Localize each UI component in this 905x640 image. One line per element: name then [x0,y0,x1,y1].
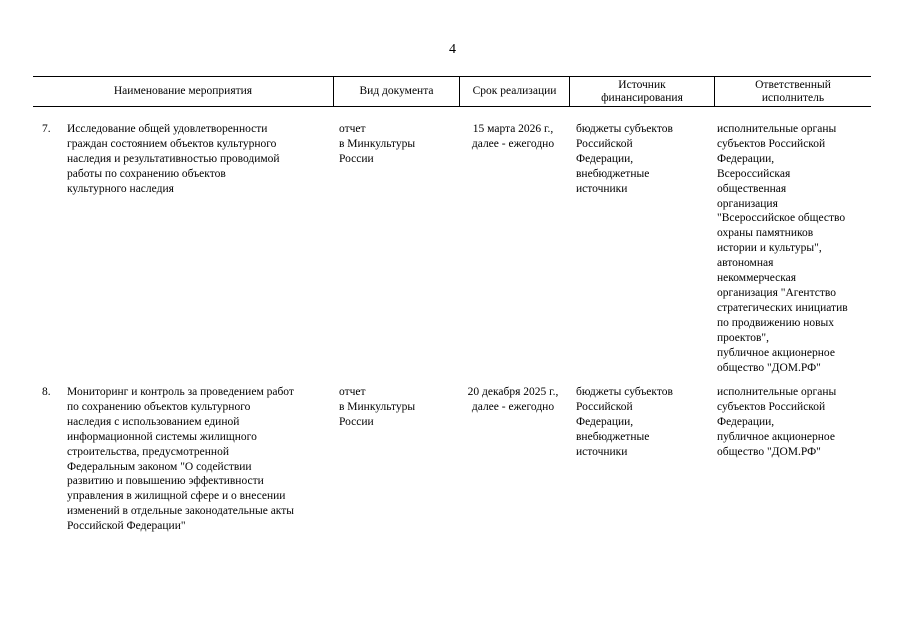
cell-text-line: управления в жилищной сфере и о внесении [67,490,286,503]
cell-text-line: Исследование общей удовлетворенности [67,123,268,135]
cell-text-line: охраны памятников [717,227,814,240]
cell-text-line: далее - ежегодно [471,400,555,413]
header-label-line: Источник [618,78,666,91]
table-header [33,76,871,107]
row-document-type [339,122,415,167]
header-label-line: Вид документа [359,85,434,97]
row-name [67,122,280,197]
cell-text-line: строительства, предусмотренной [67,445,229,458]
row-executor [717,122,848,375]
cell-text-line: в Минкультуры [339,137,416,150]
header-document-type [333,77,459,106]
cell-text-line: бюджеты субъектов [576,123,673,135]
header-label [473,85,557,98]
cell-text-line: 15 марта 2026 г., [472,123,554,135]
cell-text-line: работы по сохранению объектов [67,167,226,180]
cell-text-line: Мониторинг и контроль за проведением работ [67,386,294,398]
cell-text-line: в Минкультуры [339,400,416,413]
cell-text-line: субъектов Российской [717,400,826,413]
cell-text-line: публичное акционерное [717,430,835,443]
cell-text-line: Федерации, [576,152,634,165]
cell-text-line: Федеральным законом "О содействии [67,460,252,473]
header-label [601,79,683,105]
header-term [459,77,569,106]
page-number: 4 [449,42,456,57]
row-executor [717,385,836,460]
cell-text-line: отчет [339,123,366,135]
cell-text-line: по продвижению новых [717,316,835,329]
header-label-line: исполнитель [761,91,825,104]
cell-text-line: проектов", [717,331,769,344]
cell-text-line: автономная [717,257,774,270]
cell-text-line: далее - ежегодно [471,137,555,150]
cell-text-line: источники [576,445,628,458]
cell-text-line: субъектов Российской [717,137,826,150]
cell-text-line: по сохранению объектов культурного [67,400,251,413]
cell-text-line: публичное акционерное [717,346,835,359]
row-term [458,122,568,152]
header-executor [714,77,871,106]
cell-text-line: изменений в отдельные законодательные акты [67,505,294,518]
header-label [114,85,252,98]
cell-text-line: граждан состоянием объектов культурного [67,137,277,150]
row-document-type [339,385,415,430]
cell-text-line: общество "ДОМ.РФ" [717,361,821,374]
cell-text-line: России [339,152,374,165]
row-term [458,385,568,415]
header-label-line: Ответственный [755,78,831,91]
cell-text-line: Российской [576,400,633,413]
cell-text-line: 20 декабря 2025 г., [467,386,559,398]
row-funding [576,385,673,460]
cell-text-line: Федерации, [717,415,775,428]
header-label-line: финансирования [601,91,683,104]
cell-text-line: организация "Агентство [717,286,836,299]
cell-text-line: организация [717,197,778,210]
cell-text-line: Всероссийская [717,167,791,180]
header-label [755,79,831,105]
cell-text-line: Федерации, [717,152,775,165]
cell-text-line: Российской [576,137,633,150]
header-label-line: Наименование мероприятия [113,85,253,97]
cell-text-line: России [339,415,374,428]
cell-text-line: внебюджетные [576,430,650,443]
row-funding [576,122,673,197]
row-number: 7. [42,123,51,135]
cell-text-line: стратегических инициатив [717,301,848,314]
cell-text-line: Российской Федерации" [67,520,186,533]
cell-text-line: отчет [339,386,366,398]
header-funding [569,77,714,106]
header-label [360,85,434,98]
cell-text-line: Федерации, [576,415,634,428]
cell-text-line: наследия с использованием единой [67,415,240,428]
row-name [67,385,294,534]
cell-text-line: "Всероссийское общество [717,212,846,225]
row-number: 8. [42,386,51,398]
cell-text-line: истории и культуры", [717,242,822,255]
cell-text-line: источники [576,182,628,195]
cell-text-line: развитию и повышению эффективности [67,475,264,488]
header-label-line: Срок реализации [472,85,557,97]
cell-text-line: бюджеты субъектов [576,386,673,398]
cell-text-line: культурного наследия [67,182,174,195]
cell-text-line: общественная [717,182,787,195]
cell-text-line: некоммерческая [717,272,797,285]
cell-text-line: исполнительные органы [717,123,837,135]
cell-text-line: исполнительные органы [717,386,837,398]
cell-text-line: наследия и результативностью проводимой [67,152,280,165]
cell-text-line: информационной системы жилищного [67,430,257,443]
header-name [33,77,333,106]
cell-text-line: общество "ДОМ.РФ" [717,445,821,458]
cell-text-line: внебюджетные [576,167,650,180]
